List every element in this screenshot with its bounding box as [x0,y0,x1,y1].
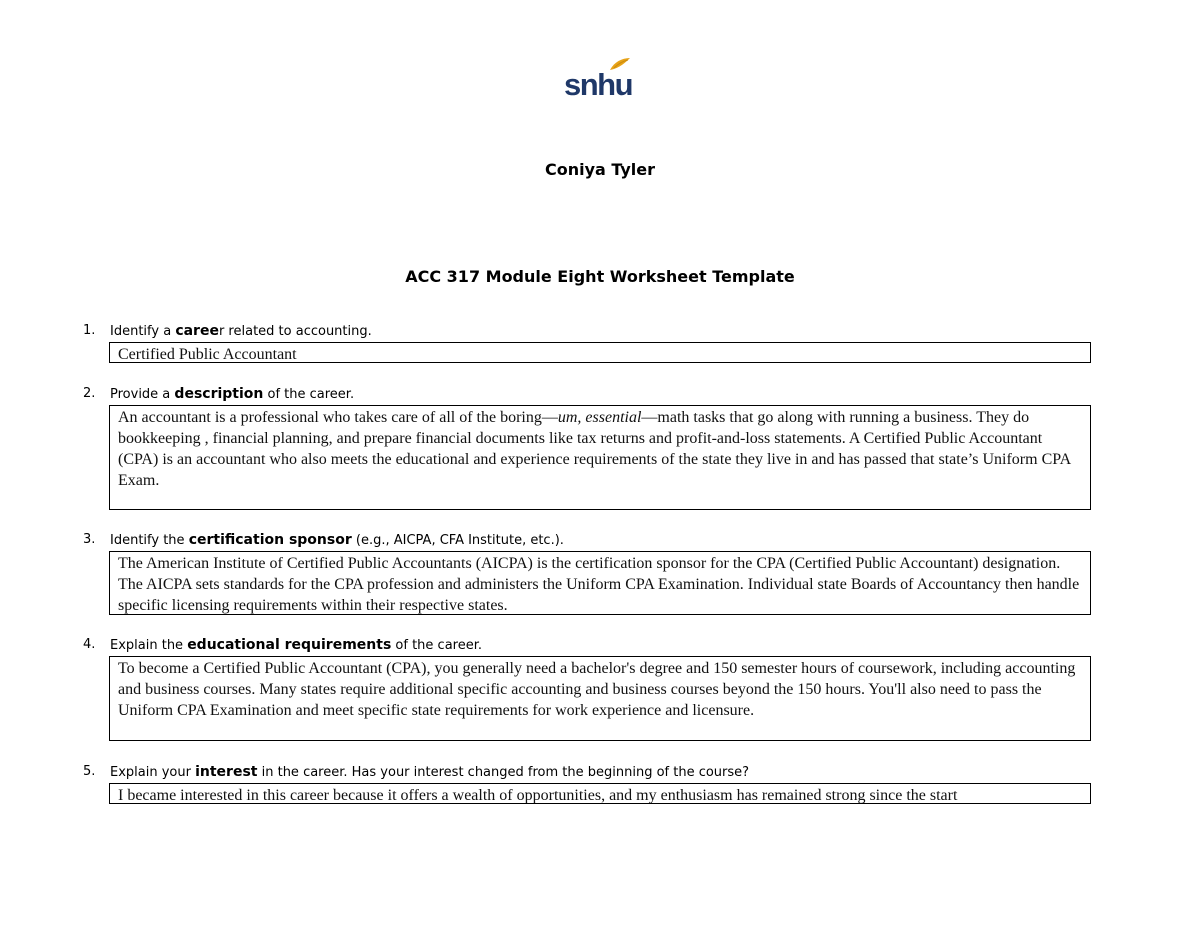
question-number-4: 4. [83,637,96,652]
question-prompt-3: Identify the certification sponsor (e.g., AICPA, CFA Institute, etc.). [110,532,564,548]
logo-wordmark: snhu [564,67,633,102]
snhu-logo [564,56,636,102]
answer-field-4[interactable]: To become a Certified Public Accountant (CPA), you generally need a bachelor's degree and 150 semester hours of coursework, including accounting and business courses. Many states require additional specific accounting and business courses beyond the 150 hours. You'll also need to pass the Uniform CPA Examination and meet specific state requirements for work experience and licensure. [109,656,1091,741]
answer-field-5[interactable]: I became interested in this career because it offers a wealth of opportunities, and my enthusiasm has remained strong since the start [109,783,1091,804]
question-prompt-4: Explain the educational requirements of the career. [110,637,482,653]
answer-field-2[interactable]: An accountant is a professional who takes care of all of the boring—um, essential—math tasks that go along with running a business. They do bookkeeping , financial planning, and prepare financial documents like tax returns and profit-and-loss statements. A Certified Public Accountant (CPA) is an accountant who also meets the educational and experience requirements of the state they live in and has passed that state’s Uniform CPA Exam. [109,405,1091,510]
document-title: ACC 317 Module Eight Worksheet Template [405,267,795,286]
question-prompt-2: Provide a description of the career. [110,386,355,402]
question-prompt-1: Identify a career related to accounting. [110,323,372,339]
answer-field-3[interactable]: The American Institute of Certified Public Accountants (AICPA) is the certification sponsor for the CPA (Certified Public Accountant) designation. The AICPA sets standards for the CPA profession and administers the Uniform CPA Examination. Individual state Boards of Accountancy then handle specific licensing requirements within their respective states. [109,551,1091,615]
question-number-5: 5. [83,764,96,779]
student-name: Coniya Tyler [544,160,656,179]
italic-aside: um, essential [557,409,642,426]
question-prompt-5: Explain your interest in the career. Has your interest changed from the beginning of the course? [110,764,750,780]
question-number-3: 3. [83,532,96,547]
answer-field-1[interactable]: Certified Public Accountant [109,342,1091,363]
question-number-1: 1. [83,323,96,338]
question-number-2: 2. [83,386,96,401]
